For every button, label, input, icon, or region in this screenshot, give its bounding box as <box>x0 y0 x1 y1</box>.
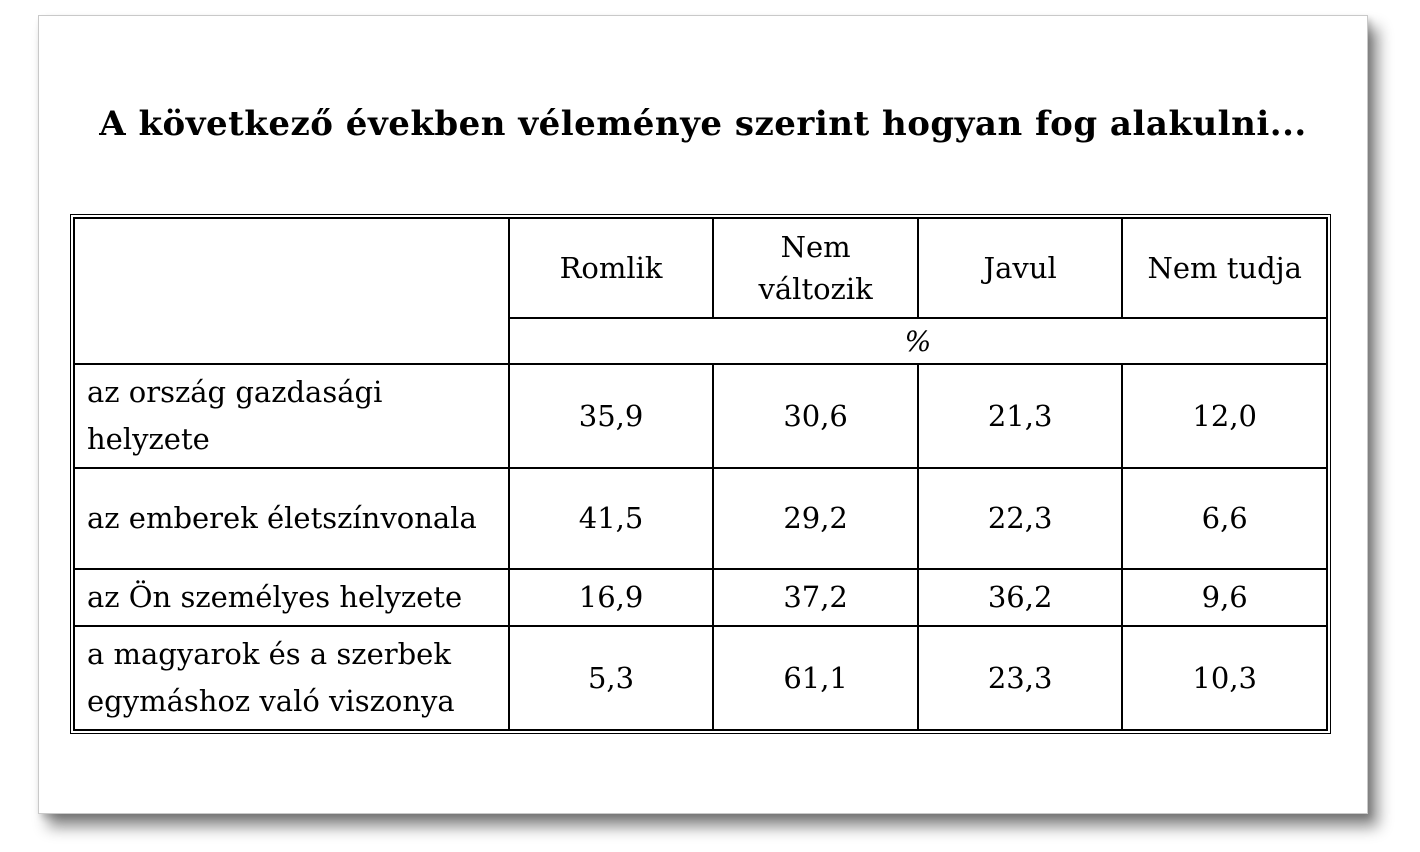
value-cell: 6,6 <box>1122 468 1327 569</box>
document-page <box>38 15 1368 814</box>
column-header-label: Nem változik <box>758 229 873 306</box>
value-cell: 41,5 <box>509 468 714 569</box>
value-cell: 16,9 <box>509 569 714 626</box>
value-cell: 37,2 <box>713 569 918 626</box>
value-cell: 29,2 <box>713 468 918 569</box>
value-cell: 10,3 <box>1122 626 1327 730</box>
page-title: A következő években véleménye szerint hogyan fog alakulni... <box>99 104 1307 144</box>
table-row <box>74 626 1327 730</box>
table-row <box>74 468 1327 569</box>
column-header-label: Nem tudja <box>1147 250 1302 285</box>
value-cell: 23,3 <box>918 626 1123 730</box>
header-row <box>74 218 1327 318</box>
value-cell: 12,0 <box>1122 364 1327 468</box>
corner-empty-cell <box>74 218 509 364</box>
value-cell: 36,2 <box>918 569 1123 626</box>
survey-table <box>70 214 1331 734</box>
value-cell: 61,1 <box>713 626 918 730</box>
row-label-szemelyes-helyzet: az Ön személyes helyzete <box>74 569 509 626</box>
value-cell: 35,9 <box>509 364 714 468</box>
column-header-javul <box>918 218 1123 318</box>
table-row <box>74 569 1327 626</box>
survey-table-grid <box>73 217 1328 731</box>
value-cell: 22,3 <box>918 468 1123 569</box>
column-header-nem-valtozik <box>713 218 918 318</box>
row-label-eletszinvonal: az emberek életszínvonala <box>74 468 509 569</box>
column-header-label: Romlik <box>559 250 663 285</box>
value-cell: 30,6 <box>713 364 918 468</box>
table-row <box>74 364 1327 468</box>
column-header-label: Javul <box>983 250 1057 285</box>
value-cell: 5,3 <box>509 626 714 730</box>
row-label-magyarok-szerbek-viszonya: a magyarok és a szerbek egymáshoz való viszonya <box>74 626 509 730</box>
column-header-romlik <box>509 218 714 318</box>
row-label-gazdasagi-helyzet: az ország gazdasági helyzete <box>74 364 509 468</box>
column-header-nem-tudja <box>1122 218 1327 318</box>
unit-percent-cell: % <box>509 318 1327 364</box>
value-cell: 9,6 <box>1122 569 1327 626</box>
value-cell: 21,3 <box>918 364 1123 468</box>
